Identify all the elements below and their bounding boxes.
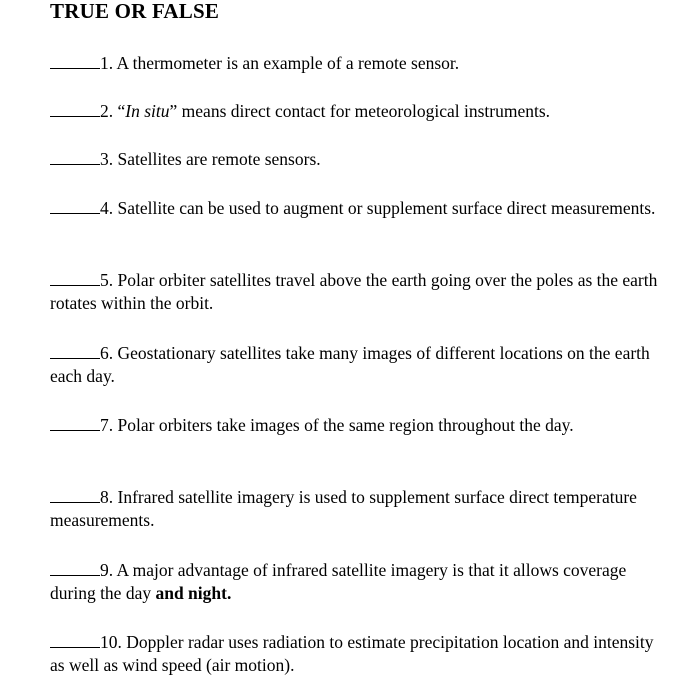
question-4: [50, 196, 660, 220]
answer-blank-10[interactable]: [50, 630, 100, 648]
question-text: Polar orbiter satellites travel above the earth going over the poles as the earth rotates within the orbit.: [50, 270, 658, 313]
question-2: [50, 99, 660, 123]
answer-blank-1[interactable]: [50, 51, 100, 69]
worksheet-title: TRUE OR FALSE: [50, 0, 220, 23]
question-text: Satellite can be used to augment or supplement surface direct measurements.: [117, 198, 656, 218]
answer-blank-3[interactable]: [50, 147, 100, 165]
question-number: 3.: [100, 149, 114, 169]
question-text: Infrared satellite imagery is used to supplement surface direct temperature measurements.: [50, 487, 637, 530]
answer-blank-7[interactable]: [50, 413, 100, 431]
question-text: A thermometer is an example of a remote sensor.: [116, 53, 460, 73]
question-text-bold: and night.: [155, 583, 232, 603]
question-text: Doppler radar uses radiation to estimate precipitation location and intensity as well as wind speed (air motion).: [50, 632, 654, 675]
question-9: [50, 558, 660, 605]
question-7: [50, 413, 660, 437]
question-number: 8.: [100, 487, 114, 507]
question-number: 9.: [100, 560, 114, 580]
question-text: Polar orbiters take images of the same region throughout the day.: [117, 415, 574, 435]
question-number: 7.: [100, 415, 114, 435]
question-number: 1.: [100, 53, 114, 73]
question-text-italic: In situ: [125, 101, 170, 121]
question-number: 5.: [100, 270, 114, 290]
question-number: 6.: [100, 343, 114, 363]
question-1: [50, 51, 660, 75]
question-number: 2.: [100, 101, 114, 121]
question-text: Geostationary satellites take many images of different locations on the earth each day.: [50, 343, 650, 386]
question-8: [50, 485, 660, 532]
question-text-open-quote: “: [117, 101, 126, 121]
answer-blank-4[interactable]: [50, 196, 100, 214]
question-3: [50, 147, 660, 171]
question-10: [50, 630, 660, 677]
question-6: [50, 341, 660, 388]
question-number: 4.: [100, 198, 114, 218]
answer-blank-5[interactable]: [50, 268, 100, 286]
answer-blank-2[interactable]: [50, 99, 100, 117]
question-text: ” means direct contact for meteorological instruments.: [169, 101, 551, 121]
answer-blank-9[interactable]: [50, 558, 100, 576]
question-5: [50, 268, 660, 315]
question-text: Satellites are remote sensors.: [117, 149, 321, 169]
question-text: A major advantage of infrared satellite imagery is that it allows coverage during the day: [50, 560, 627, 603]
answer-blank-8[interactable]: [50, 485, 100, 503]
answer-blank-6[interactable]: [50, 341, 100, 359]
question-number: 10.: [100, 632, 122, 652]
